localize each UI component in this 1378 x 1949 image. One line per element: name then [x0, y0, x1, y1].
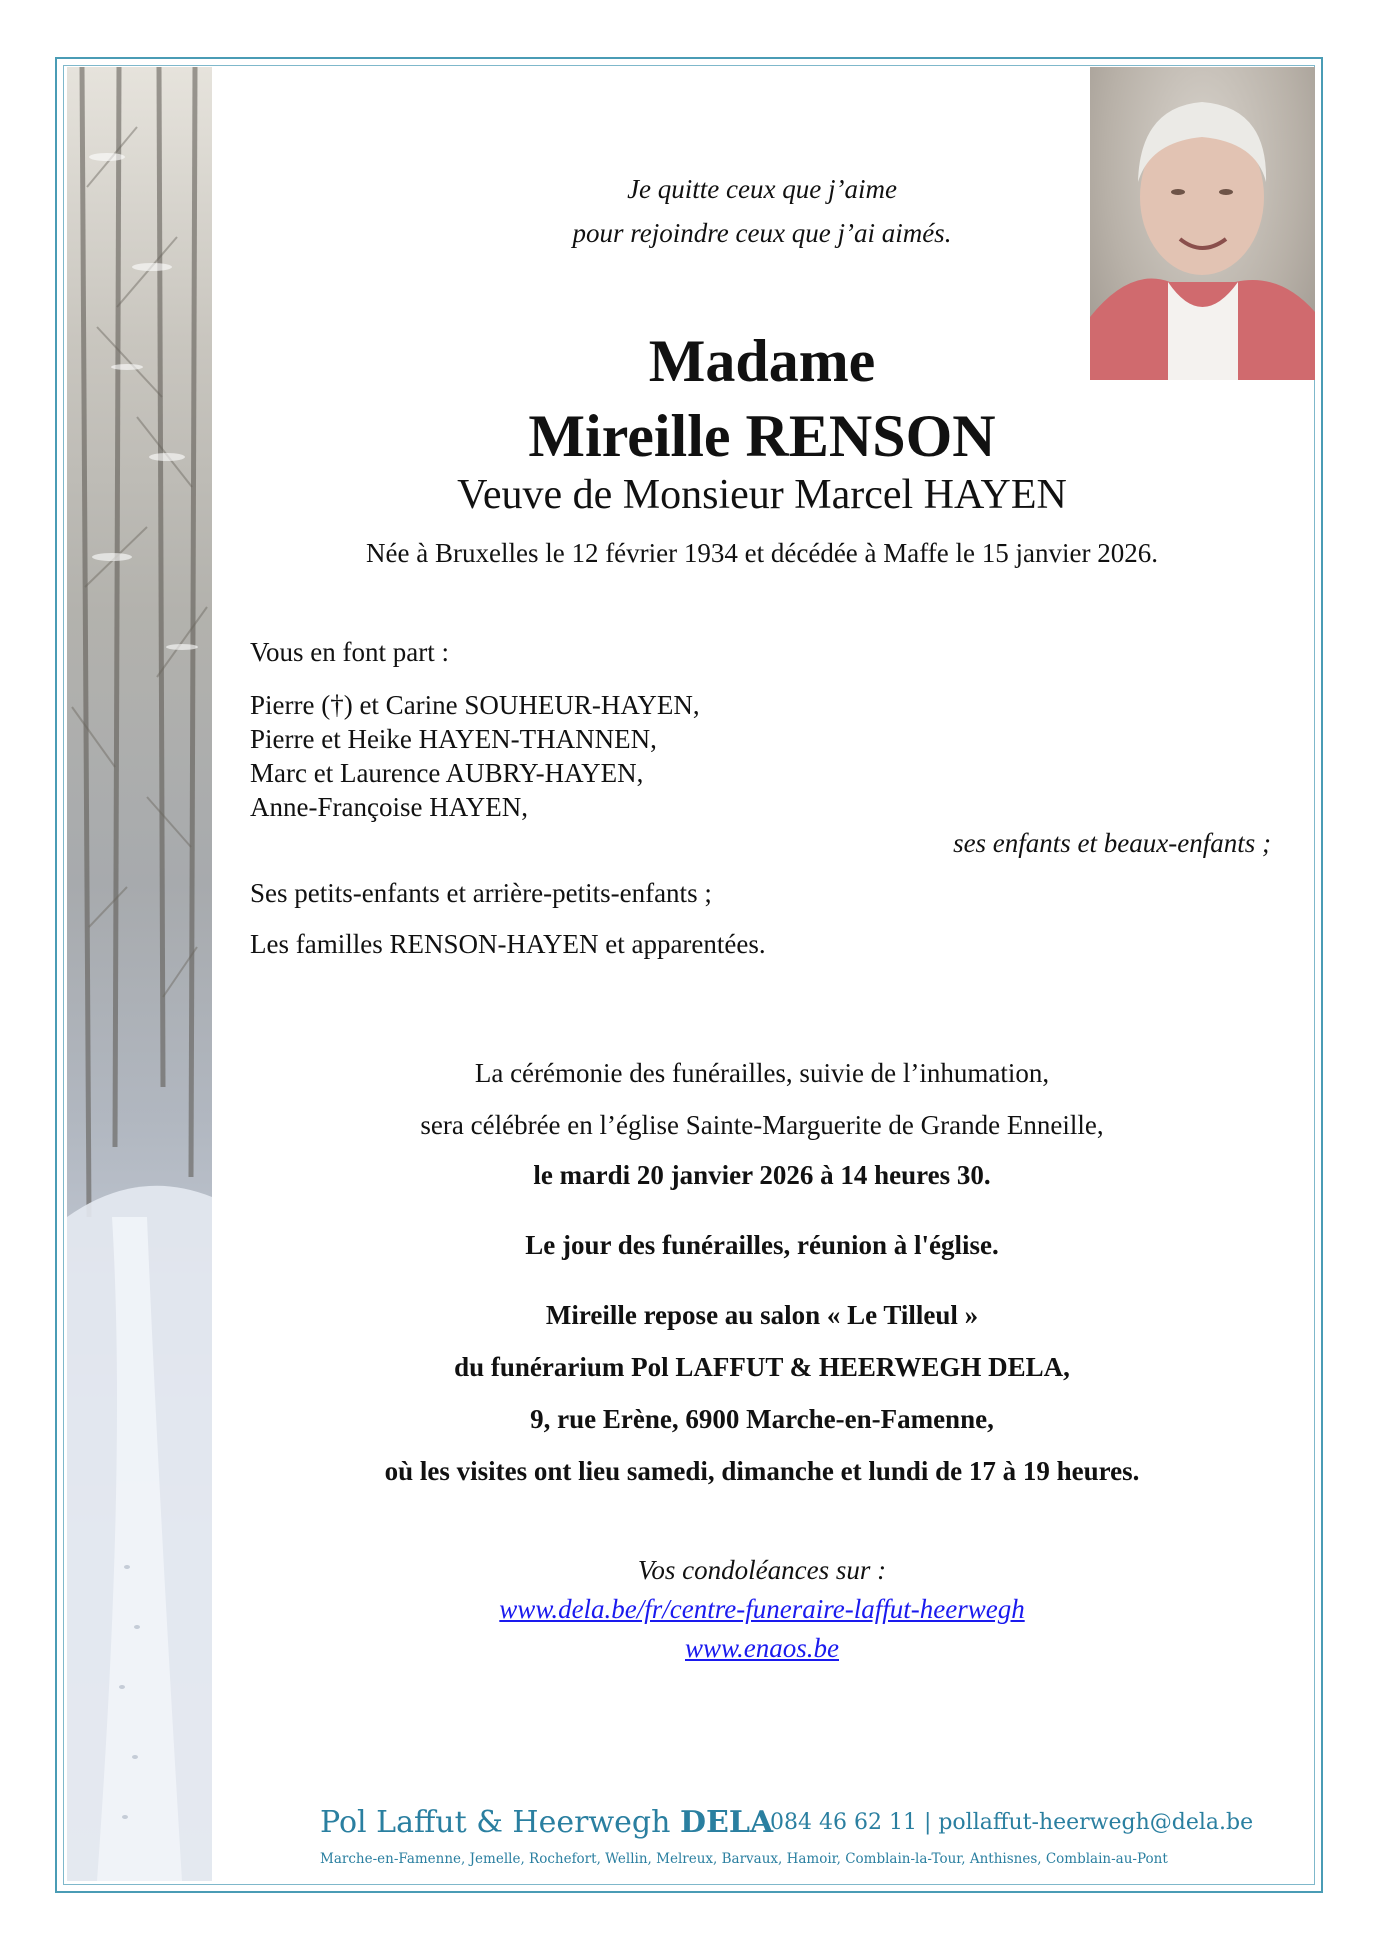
- ceremony-datetime: le mardi 20 janvier 2026 à 14 heures 30.: [533, 1160, 991, 1190]
- family-child: Pierre (†) et Carine SOUHEUR-HAYEN,: [250, 690, 700, 720]
- brand-name: Pol Laffut & Heerwegh: [320, 1805, 680, 1840]
- ceremony-line-2: sera célébrée en l’église Sainte-Marguerite de Grande Enneille,: [420, 1110, 1104, 1140]
- footer-contact: 084 46 62 11 | pollaffut-heerwegh@dela.be: [770, 1810, 1254, 1835]
- children-note: ses enfants et beaux-enfants ;: [953, 828, 1271, 858]
- grandchildren-line: Ses petits-enfants et arrière-petits-enfants ;: [250, 878, 712, 908]
- condolence-link-enaos-wrap: [212, 1631, 1312, 1665]
- visits-line: où les visites ont lieu samedi, dimanche et lundi de 17 à 19 heures.: [384, 1456, 1140, 1486]
- deceased-name: Mireille RENSON: [528, 403, 996, 469]
- meeting-line: Le jour des funérailles, réunion à l'église.: [525, 1230, 999, 1260]
- birth-death-line: Née à Bruxelles le 12 février 1934 et décédée à Maffe le 15 janvier 2026.: [366, 538, 1158, 568]
- rest-line-2: du funérarium Pol LAFFUT & HEERWEGH DELA,: [454, 1352, 1070, 1382]
- family-intro: Vous en font part :: [250, 637, 449, 667]
- footer-locations: Marche-en-Famenne, Jemelle, Rochefort, Wellin, Melreux, Barvaux, Hamoir, Comblain-la-Tour, Anthisnes, Comblain-au-Pont: [320, 1851, 1168, 1867]
- epigraph-line-2: pour rejoindre ceux que j’ai aimés.: [572, 218, 952, 248]
- funeral-home-logo: [320, 1805, 773, 1840]
- brand-dela: DELA: [679, 1805, 774, 1840]
- condolence-link-dela-wrap: [212, 1592, 1312, 1626]
- winter-forest-photo: [67, 67, 212, 1881]
- condolences-label: Vos condoléances sur :: [637, 1555, 887, 1585]
- condolence-link-enaos[interactable]: www.enaos.be: [685, 1633, 839, 1663]
- funeral-home-address: 9, rue Erène, 6900 Marche-en-Famenne,: [530, 1404, 994, 1434]
- family-child: Anne-Françoise HAYEN,: [250, 792, 528, 822]
- condolence-link-dela[interactable]: www.dela.be/fr/centre-funeraire-laffut-heerwegh: [499, 1594, 1025, 1624]
- epigraph-line-1: Je quitte ceux que j’aime: [627, 174, 897, 204]
- family-child: Marc et Laurence AUBRY-HAYEN,: [250, 758, 644, 788]
- rest-line-1: Mireille repose au salon « Le Tilleul »: [545, 1300, 979, 1330]
- honorific: Madame: [648, 328, 876, 394]
- family-child: Pierre et Heike HAYEN-THANNEN,: [250, 724, 657, 754]
- ceremony-line-1: La cérémonie des funérailles, suivie de l’inhumation,: [474, 1058, 1050, 1088]
- families-line: Les familles RENSON-HAYEN et apparentées.: [250, 929, 766, 959]
- widow-of: Veuve de Monsieur Marcel HAYEN: [457, 472, 1067, 518]
